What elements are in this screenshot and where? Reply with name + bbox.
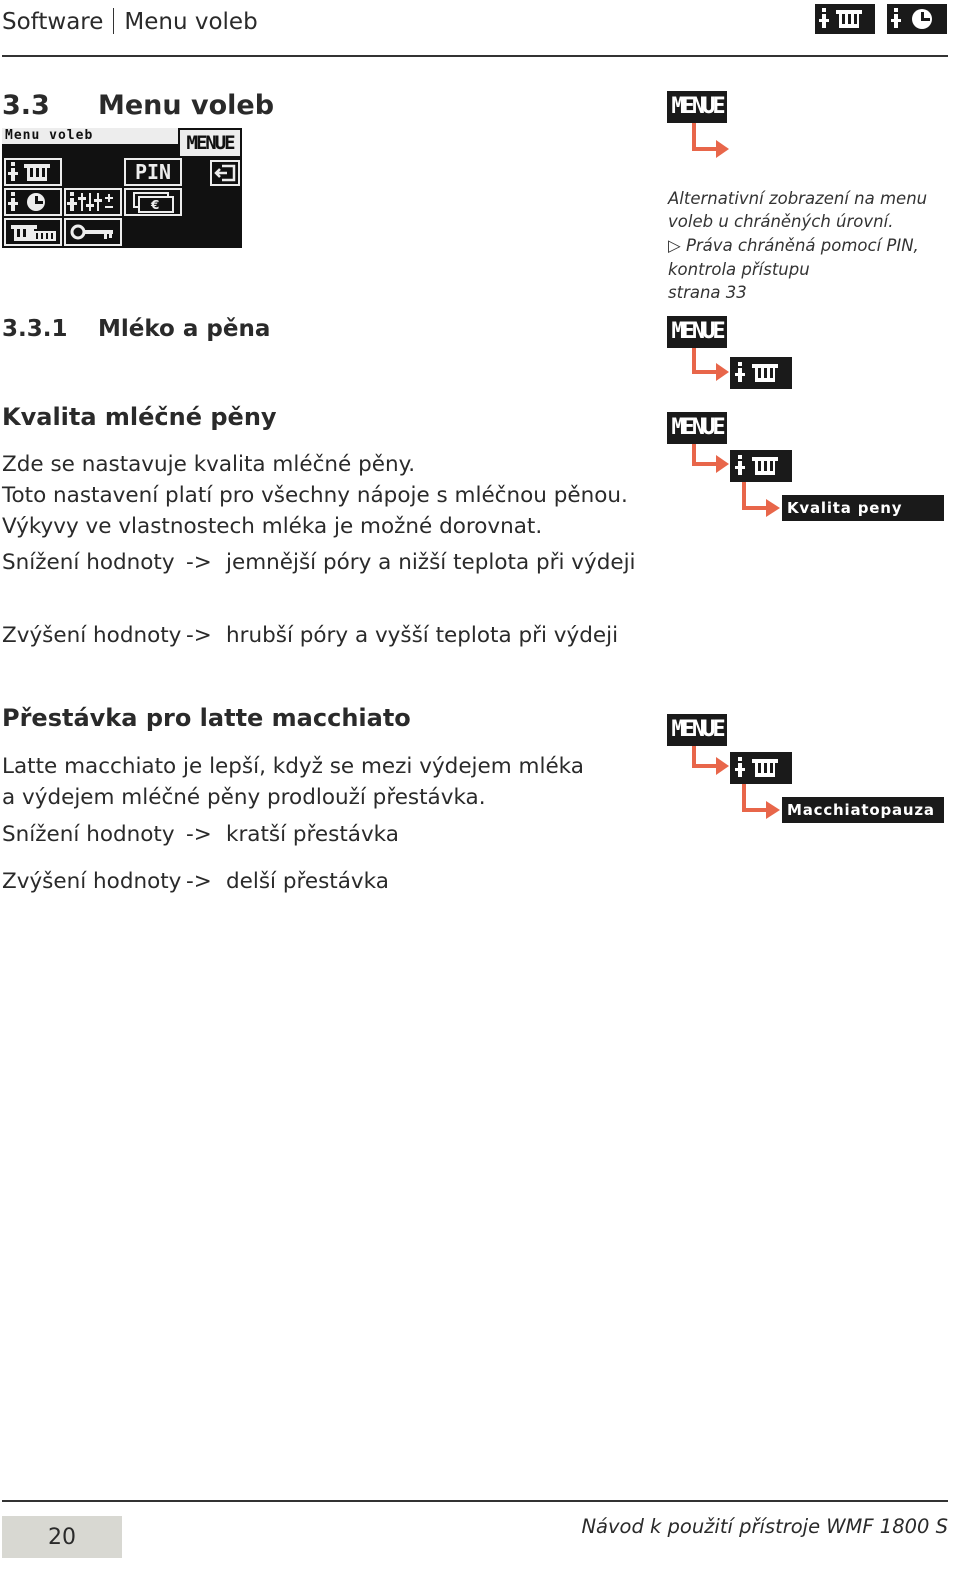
menue-key-1: MENUE: [667, 91, 727, 123]
money-icon: [124, 188, 182, 216]
header-section: Software: [2, 9, 104, 35]
key-icon: [64, 218, 122, 246]
menu-screen-title: Menu voleb: [2, 128, 178, 144]
prestavka-p1: Latte macchiato je lepší, když se mezi výdejem mléka: [2, 754, 584, 779]
section-number: 3.3: [2, 90, 50, 121]
header-clock-icon: [887, 4, 947, 34]
section-title: Menu voleb: [98, 90, 275, 121]
prestavka-dec-result: kratší přestávka: [226, 822, 399, 847]
kvalita-inc-result: hrubší póry a vyšší teplota při výdeji: [226, 623, 619, 648]
side-note-line5: strana 33: [668, 283, 747, 302]
arrow-4: [738, 482, 784, 518]
side-note-line2: voleb u chráněných úrovní.: [668, 212, 894, 231]
arrow-1: [690, 123, 734, 159]
page-number: 20: [2, 1516, 122, 1558]
arrow-2: [690, 348, 734, 382]
header-divider: [113, 8, 114, 34]
prestavka-inc-result: delší přestávka: [226, 869, 389, 894]
arrow-5: [690, 746, 734, 780]
menue-key-4: MENUE: [667, 714, 727, 746]
side-note-line1: Alternativní zobrazení na menu: [668, 189, 928, 208]
kvalita-dec-result: jemnější póry a nižší teplota při výdeji: [226, 550, 636, 575]
kvalita-dec-arrow: ->: [186, 550, 212, 575]
side-note-line4: kontrola přístupu: [668, 260, 810, 279]
footer-manual-title: Návod k použití přístroje WMF 1800 S: [581, 1515, 948, 1538]
cup-icon: [730, 450, 792, 482]
prestavka-p2: a výdejem mléčné pěny prodlouží přestávka.: [2, 785, 486, 810]
triangle-icon: ▷: [668, 236, 681, 255]
prestavka-dec-label: Snížení hodnoty: [2, 822, 175, 847]
side-note-line3: ▷ Práva chráněná pomocí PIN,: [668, 236, 919, 255]
subsection-title: Mléko a pěna: [98, 316, 271, 342]
kvalita-inc-arrow: ->: [186, 623, 212, 648]
kvalita-inc-label: Zvýšení hodnoty: [2, 623, 182, 648]
subsection-number: 3.3.1: [2, 316, 68, 342]
svg-text:€: €: [151, 198, 160, 212]
header-rule: [2, 55, 948, 57]
menu-screen: [2, 128, 242, 248]
cup-icon: [730, 752, 792, 784]
arrow-3: [690, 444, 734, 478]
kvalita-p1: Zde se nastavuje kvalita mléčné pěny.: [2, 452, 416, 477]
kvalita-heading: Kvalita mléčné pěny: [2, 403, 277, 431]
cup-icon: [4, 158, 62, 186]
arrow-6: [738, 784, 784, 820]
menu-item-kvalita: Kvalita peny: [782, 495, 944, 521]
pin-button: PIN: [124, 158, 182, 186]
menu-screen-menue: MENUE: [180, 130, 240, 156]
running-header: [2, 8, 258, 35]
header-cup-icon: [815, 4, 875, 34]
menue-key-2: MENUE: [667, 316, 727, 348]
clock-icon: [4, 188, 62, 216]
menu-item-macchiatopauza: Macchiatopauza: [782, 797, 944, 823]
prestavka-inc-arrow: ->: [186, 869, 212, 894]
cup-icon: [730, 357, 792, 389]
return-icon: [210, 160, 240, 186]
kvalita-dec-label: Snížení hodnoty: [2, 550, 175, 575]
kvalita-p3: Výkyvy ve vlastnostech mléka je možné dorovnat.: [2, 514, 543, 539]
menue-key-3: MENUE: [667, 412, 727, 444]
footer-rule: [2, 1500, 948, 1502]
header-title: Menu voleb: [124, 9, 258, 35]
prestavka-inc-label: Zvýšení hodnoty: [2, 869, 182, 894]
settings-icon: [64, 188, 122, 216]
prestavka-dec-arrow: ->: [186, 822, 212, 847]
prestavka-heading: Přestávka pro latte macchiato: [2, 704, 411, 732]
cleaning-icon: [4, 218, 62, 246]
kvalita-p2: Toto nastavení platí pro všechny nápoje s mléčnou pěnou.: [2, 483, 628, 508]
